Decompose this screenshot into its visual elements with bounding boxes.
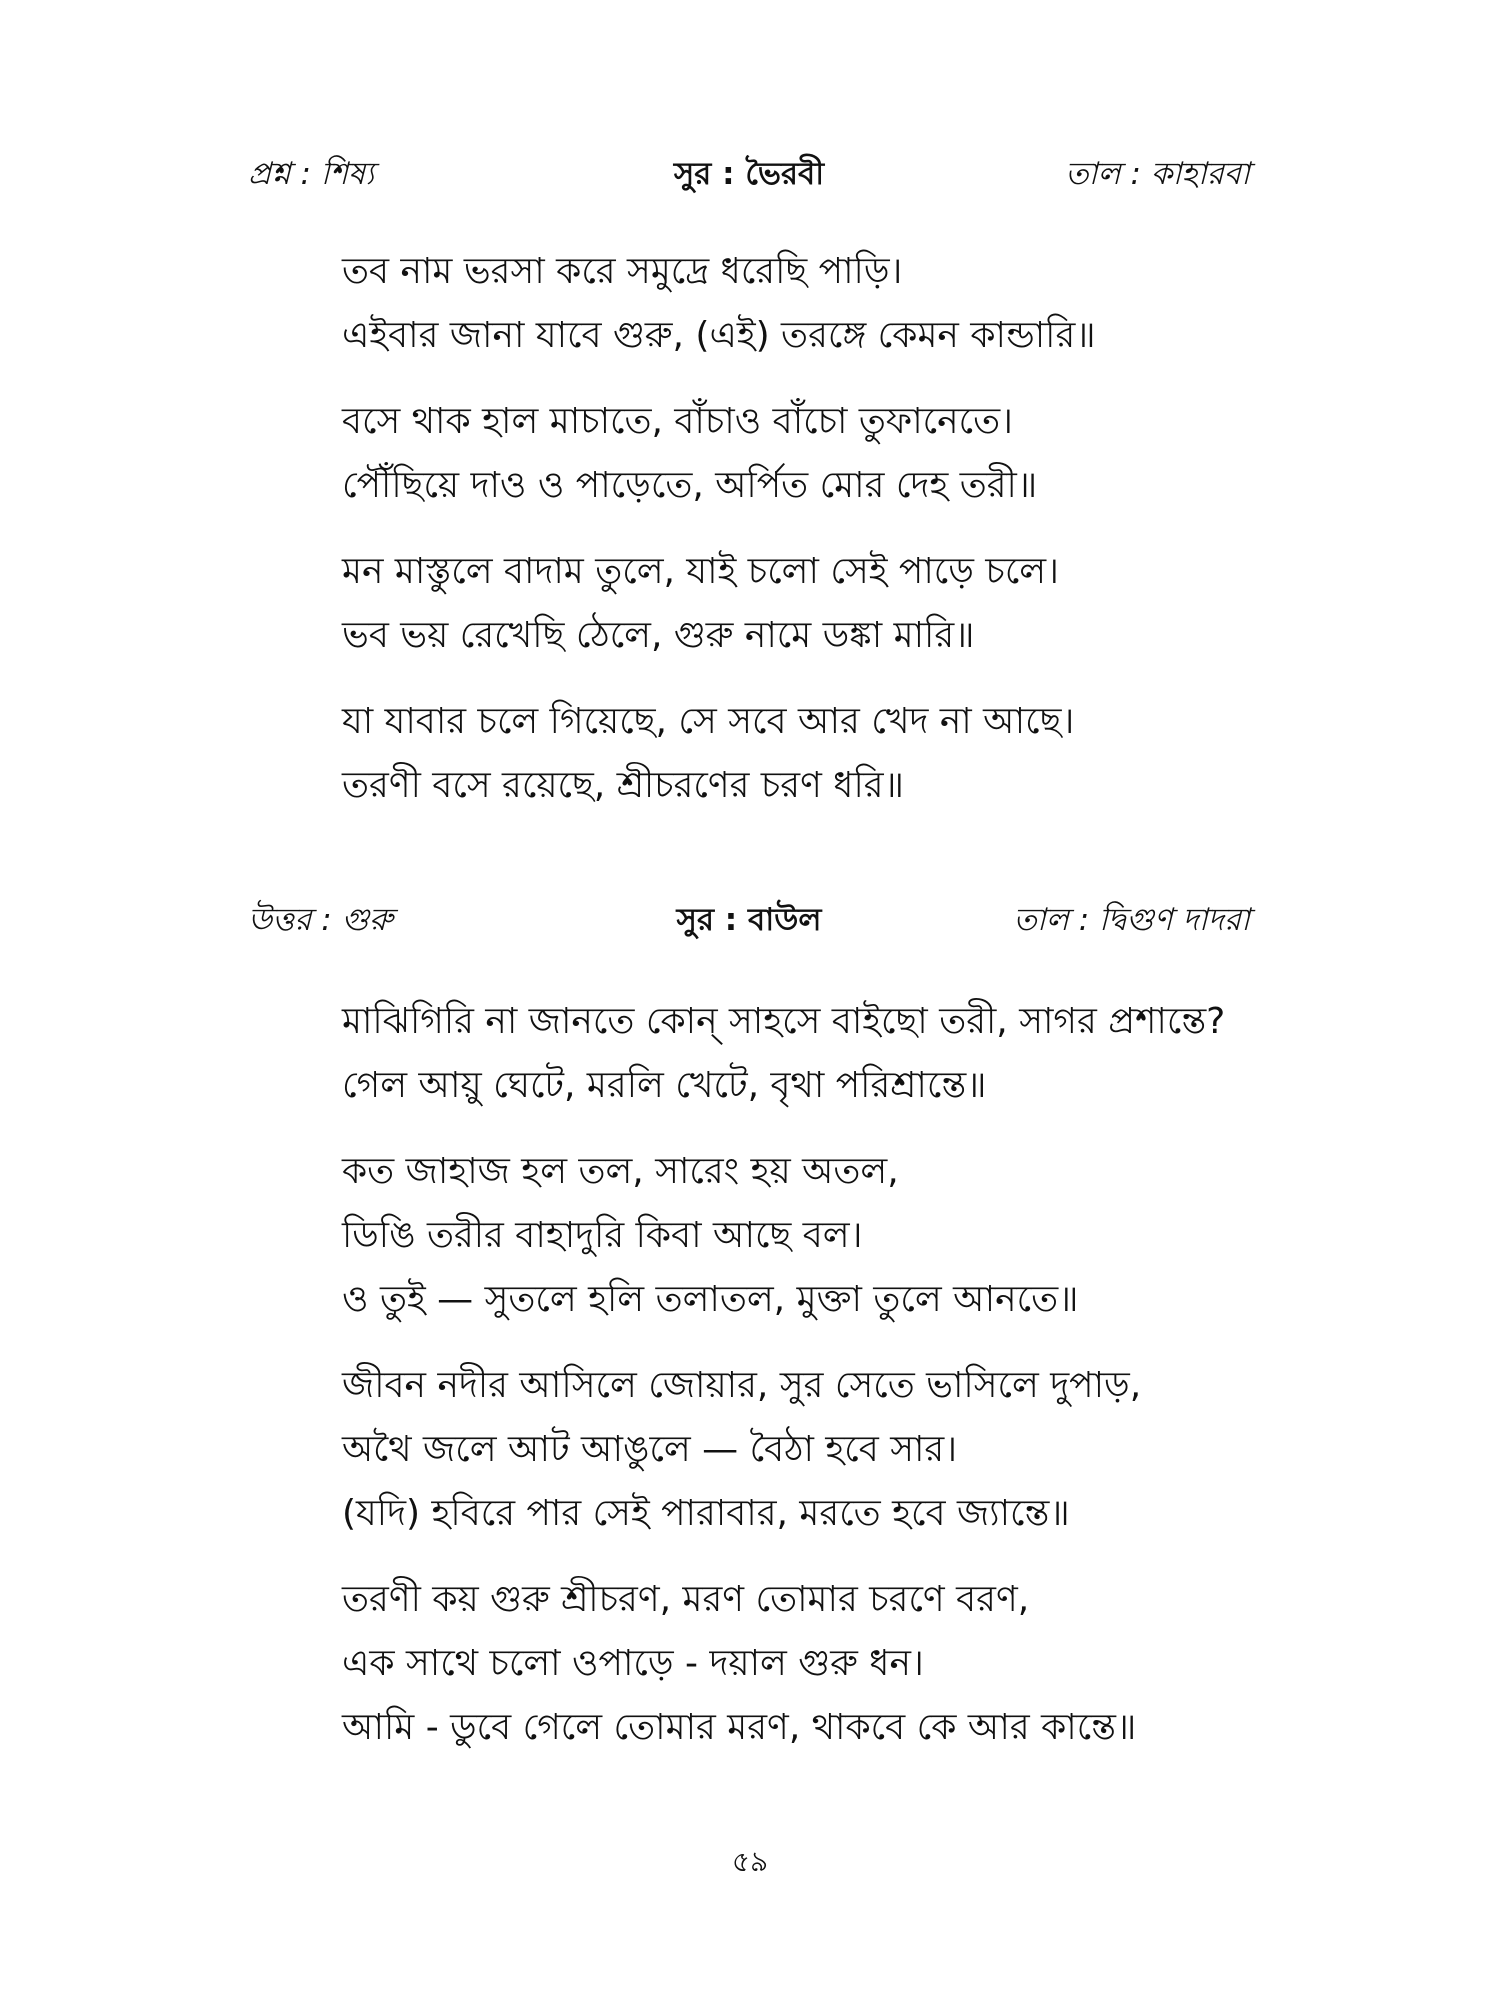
song2-tala: তাল : দ্বিগুণ দাদরা — [1013, 902, 1250, 938]
lyric-line: গেল আয়ু ঘেটে, মরলি খেটে, বৃথা পরিশ্রান্তে॥ — [342, 1065, 987, 1106]
lyric-line: অথৈ জলে আট আঙুলে — বৈঠা হবে সার। — [342, 1429, 958, 1470]
lyric-line: মন মাস্তুলে বাদাম তুলে, যাই চলো সেই পাড়ে চলে। — [342, 551, 1060, 592]
lyric-line: ডিঙি তরীর বাহাদুরি কিবা আছে বল। — [342, 1215, 863, 1256]
song1-role: প্রশ্ন : শিষ্য — [248, 156, 375, 192]
lyric-line: এক সাথে চলো ওপাড়ে - দয়াল গুরু ধন। — [342, 1643, 924, 1684]
lyric-line: তরণী বসে রয়েছে, শ্রীচরণের চরণ ধরি॥ — [342, 765, 904, 806]
lyric-line: তব নাম ভরসা করে সমুদ্রে ধরেছি পাড়ি। — [342, 251, 903, 292]
lyric-line: (যদি) হবিরে পার সেই পারাবার, মরতে হবে জ্যান্তে॥ — [342, 1493, 1070, 1534]
lyric-line: কত জাহাজ হল তল, সারেং হয় অতল, — [342, 1151, 899, 1192]
lyric-line: মাঝিগিরি না জানতে কোন্ সাহসে বাইছো তরী, সাগর প্রশান্তে? — [342, 1001, 1226, 1042]
song2-header — [248, 896, 1250, 946]
song1-tala: তাল : কাহারবা — [1065, 156, 1250, 192]
song1-header — [248, 150, 1250, 200]
song2-raga: সুর : বাউল — [676, 902, 822, 938]
lyric-line: বসে থাক হাল মাচাতে, বাঁচাও বাঁচো তুফানেতে। — [342, 401, 1013, 442]
lyric-line: ও তুই — সুতলে হলি তলাতল, মুক্তা তুলে আনতে॥ — [342, 1279, 1079, 1320]
lyric-line: পৌঁছিয়ে দাও ও পাড়েতে, অর্পিত মোর দেহ তরী॥ — [342, 465, 1038, 506]
lyric-line: জীবন নদীর আসিলে জোয়ার, সুর সেতে ভাসিলে দুপাড়, — [342, 1365, 1142, 1406]
lyric-line: যা যাবার চলে গিয়েছে, সে সবে আর খেদ না আছে। — [342, 701, 1075, 742]
lyric-line: আমি - ডুবে গেলে তোমার মরণ, থাকবে কে আর কান্তে॥ — [342, 1707, 1137, 1748]
song1-raga: সুর : ভৈরবী — [673, 156, 825, 192]
lyric-line: ভব ভয় রেখেছি ঠেলে, গুরু নামে ডঙ্কা মারি॥ — [342, 615, 975, 656]
page-number: ৫৯ — [731, 1845, 769, 1878]
song2-role: উত্তর : গুরু — [248, 902, 393, 938]
lyric-line: এইবার জানা যাবে গুরু, (এই) তরঙ্গে কেমন কান্ডারি॥ — [342, 315, 1096, 356]
lyric-line: তরণী কয় গুরু শ্রীচরণ, মরণ তোমার চরণে বরণ, — [342, 1579, 1030, 1620]
